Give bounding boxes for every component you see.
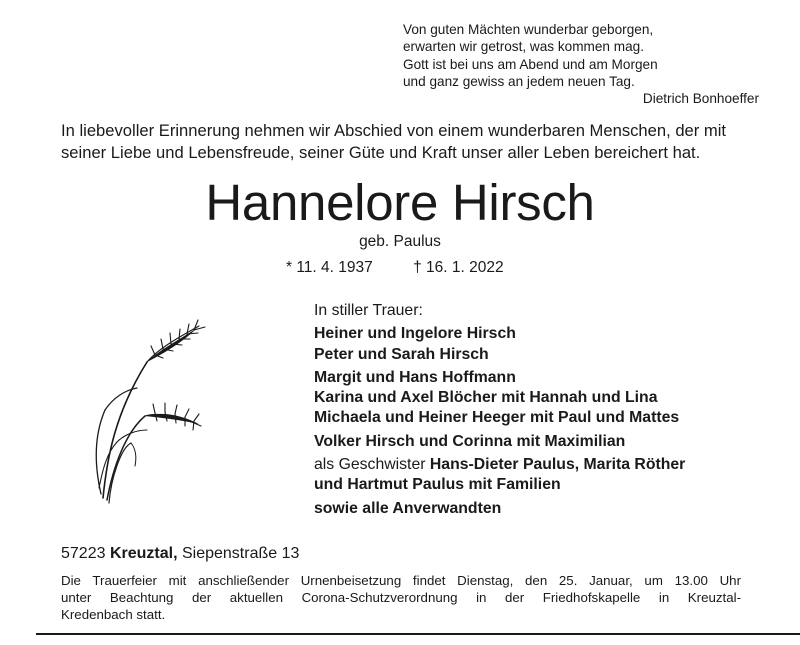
funeral-details-line: Die Trauerfeier mit anschließender Urnenbeisetzung findet Dienstag, den 25. Januar, um 13.00 Uhr [61, 573, 741, 588]
mourner-entry: Peter und Sarah Hirsch [314, 345, 489, 363]
mourner-entry: Margit und Hans Hoffmann [314, 368, 516, 386]
death-date: † 16. 1. 2022 [413, 259, 504, 276]
other-relatives: sowie alle Anverwandten [314, 499, 502, 517]
mourner-group [314, 432, 784, 452]
mourner-group [314, 324, 784, 365]
poem-author: Dietrich Bonhoeffer [642, 91, 759, 107]
address-postcode: 57223 [61, 545, 106, 562]
siblings-line [314, 455, 784, 475]
mourners-list [314, 301, 784, 522]
mourner-group [314, 368, 784, 429]
life-dates [286, 258, 504, 278]
mourner-entry: Heiner und Ingelore Hirsch [314, 325, 516, 343]
siblings-group [314, 455, 784, 496]
wheat-icon [85, 318, 215, 518]
poem-quote [403, 21, 759, 107]
poem-line: Gott ist bei uns am Abend und am Morgen [403, 56, 658, 72]
address-street: Siepenstraße 13 [181, 545, 300, 562]
funeral-details [61, 572, 741, 623]
family-address [61, 544, 299, 564]
deceased-name: Hannelore Hirsch [205, 174, 595, 231]
siblings-names: Hans-Dieter Paulus, Marita Röther [429, 456, 686, 474]
poem-line: Von guten Mächten wunderbar geborgen, [403, 22, 654, 37]
birth-date: * 11. 4. 1937 [286, 259, 373, 276]
poem-line: und ganz gewiss an jedem neuen Tag. [403, 73, 635, 89]
poem-line: erwarten wir getrost, was kommen mag. [403, 39, 644, 55]
intro-text: In liebevoller Erinnerung nehmen wir Abschied von einem wunderbaren Menschen, der mit seiner Liebe und Lebensfreude, seiner Güte und Kraft unser aller Leben bereichert hat. [61, 121, 727, 162]
funeral-details-line: Kredenbach statt. [61, 607, 166, 622]
mourner-entry: Karina und Axel Blöcher mit Hannah und Lina [314, 389, 658, 407]
siblings-names-continued: und Hartmut Paulus mit Familien [314, 476, 561, 494]
mourner-entry: Volker Hirsch und Corinna mit Maximilian [314, 432, 626, 450]
bottom-rule [36, 633, 800, 635]
maiden-name [0, 232, 800, 252]
maiden-name-text: geb. Paulus [359, 233, 441, 250]
siblings-prefix: als Geschwister [314, 456, 426, 474]
funeral-details-line: unter Beachtung der aktuellen Corona-Schutzverordnung in der Friedhofskapelle in Kreuztal- [61, 590, 741, 605]
address-city: Kreuztal, [109, 545, 178, 562]
mourners-label: In stiller Trauer: [314, 302, 423, 319]
mourner-entry: Michaela und Heiner Heeger mit Paul und Mattes [314, 409, 680, 427]
mourner-group [314, 499, 784, 519]
